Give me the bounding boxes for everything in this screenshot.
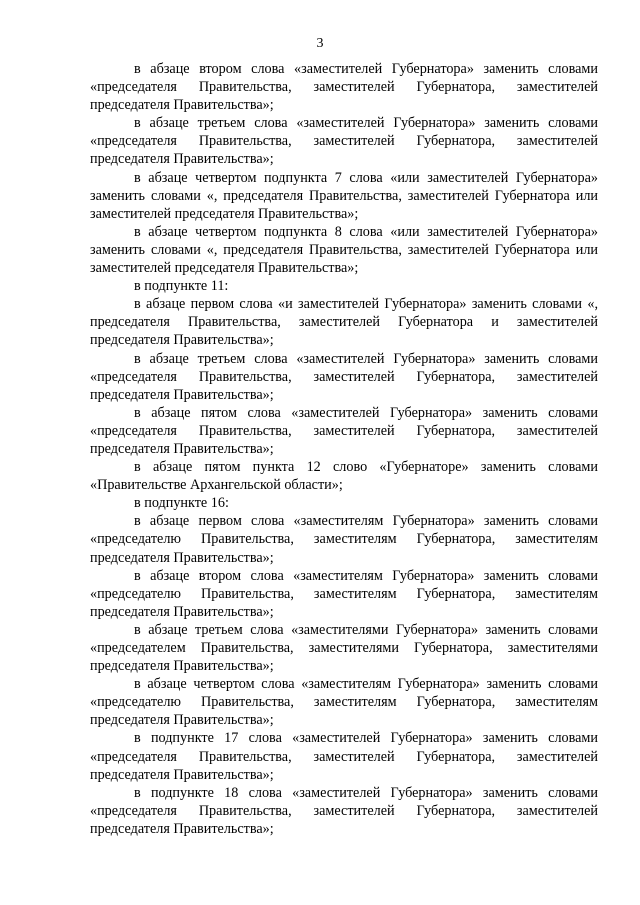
- page-number: 3: [316, 36, 324, 51]
- paragraph: в подпункте 11:: [134, 278, 229, 295]
- paragraph: в абзаце первом слова «и заместителей Губернатора» заменить словами «, председателя Правительства, заместителей Губернатора и заместителей председателя Правительства»;: [90, 296, 598, 349]
- paragraph: в абзаце четвертом слова «заместителям Губернатора» заменить словами «председателю Правительства, заместителям Губернатора, заместителям председателя Правительства»;: [90, 676, 598, 729]
- paragraph: в абзаце втором слова «заместителям Губернатора» заменить словами «председателю Правительства, заместителям Губернатора, заместителям председателя Правительства»;: [90, 567, 598, 620]
- paragraph: в абзаце четвертом подпункта 8 слова «или заместителей Губернатора» заменить словами «, председателя Правительства, заместителей Губернатора или заместителей председателя Правительства»;: [90, 223, 598, 277]
- paragraph: в абзаце пятом пункта 12 слово «Губернаторе» заменить словами «Правительстве Архангельской области»;: [90, 459, 598, 494]
- paragraph: в абзаце первом слова «заместителям Губернатора» заменить словами «председателю Правительства, заместителям Губернатора, заместителям председателя Правительства»;: [90, 513, 598, 566]
- paragraph: в абзаце третьем слова «заместителями Губернатора» заменить словами «председателем Правительства, заместителями Губернатора, заместителями председателя Правительства»;: [90, 621, 598, 675]
- paragraph: в подпункте 18 слова «заместителей Губернатора» заменить словами «председателя Правительства, заместителей Губернатора, заместителей председателя Правительства»;: [90, 784, 598, 837]
- document-body: [90, 60, 598, 838]
- paragraph: в абзаце втором слова «заместителей Губернатора» заменить словами «председателя Правительства, заместителей Губернатора, заместителей председателя Правительства»;: [90, 61, 598, 114]
- paragraph: в абзаце третьем слова «заместителей Губернатора» заменить словами «председателя Правительства, заместителей Губернатора, заместителей председателя Правительства»;: [90, 115, 598, 168]
- paragraph: в абзаце пятом слова «заместителей Губернатора» заменить словами «председателя Правительства, заместителей Губернатора, заместителей председателя Правительства»;: [90, 404, 598, 457]
- paragraph: в абзаце четвертом подпункта 7 слова «или заместителей Губернатора» заменить словами «, председателя Правительства, заместителей Губернатора или заместителей председателя Правительства»;: [90, 169, 598, 222]
- paragraph: в подпункте 17 слова «заместителей Губернатора» заменить словами «председателя Правительства, заместителей Губернатора, заместителей председателя Правительства»;: [90, 730, 598, 783]
- paragraph: в абзаце третьем слова «заместителей Губернатора» заменить словами «председателя Правительства, заместителей Губернатора, заместителей председателя Правительства»;: [90, 350, 598, 403]
- paragraph: в подпункте 16:: [134, 495, 229, 512]
